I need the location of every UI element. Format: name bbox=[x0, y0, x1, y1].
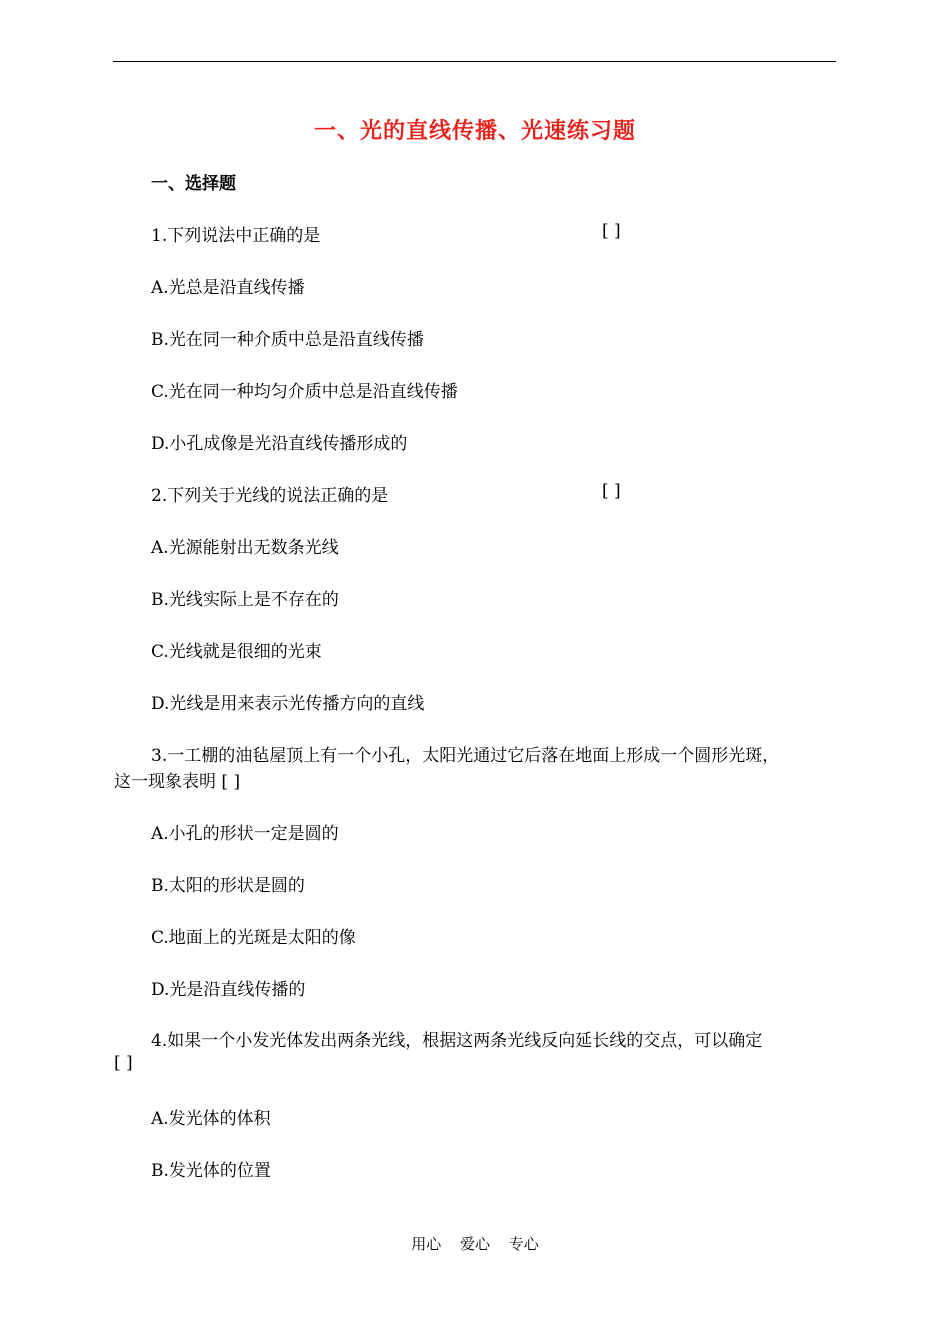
question-1-answer-bracket: [ ] bbox=[602, 221, 621, 241]
question-1-stem: 1.下列说法中正确的是 bbox=[151, 226, 321, 246]
question-1-option-c: C.光在同一种均匀介质中总是沿直线传播 bbox=[151, 382, 458, 402]
question-2-option-d: D.光线是用来表示光传播方向的直线 bbox=[151, 694, 425, 714]
question-3-option-d: D.光是沿直线传播的 bbox=[151, 980, 306, 1000]
question-2-option-c: C.光线就是很细的光束 bbox=[151, 642, 322, 662]
question-3-stem-line-1: 3.一工棚的油毡屋顶上有一个小孔，太阳光通过它后落在地面上形成一个圆形光斑， bbox=[151, 746, 780, 766]
header-rule bbox=[113, 61, 836, 62]
page-title: 一、光的直线传播、光速练习题 bbox=[313, 119, 636, 144]
question-1-option-a: A.光总是沿直线传播 bbox=[151, 278, 305, 298]
page-footer: 用心 爱心 专心 bbox=[411, 1235, 539, 1253]
question-4-option-a: A.发光体的体积 bbox=[151, 1109, 271, 1129]
question-3-option-c: C.地面上的光斑是太阳的像 bbox=[151, 928, 356, 948]
question-2-option-b: B.光线实际上是不存在的 bbox=[151, 590, 339, 610]
section-heading: 一、选择题 bbox=[151, 174, 236, 194]
question-2-option-a: A.光源能射出无数条光线 bbox=[151, 538, 339, 558]
question-1-option-b: B.光在同一种介质中总是沿直线传播 bbox=[151, 330, 424, 350]
question-3-option-b: B.太阳的形状是圆的 bbox=[151, 876, 305, 896]
question-4-stem-line-2: [ ] bbox=[114, 1053, 133, 1073]
question-1-option-d: D.小孔成像是光沿直线传播形成的 bbox=[151, 434, 408, 454]
question-2-answer-bracket: [ ] bbox=[602, 481, 621, 501]
question-3-option-a: A.小孔的形状一定是圆的 bbox=[151, 824, 339, 844]
question-4-stem-line-1: 4.如果一个小发光体发出两条光线，根据这两条光线反向延长线的交点，可以确定 bbox=[151, 1031, 763, 1051]
question-2-stem: 2.下列关于光线的说法正确的是 bbox=[151, 486, 389, 506]
question-3-stem-line-2: 这一现象表明 [ ] bbox=[114, 772, 241, 792]
question-4-option-b: B.发光体的位置 bbox=[151, 1161, 271, 1181]
